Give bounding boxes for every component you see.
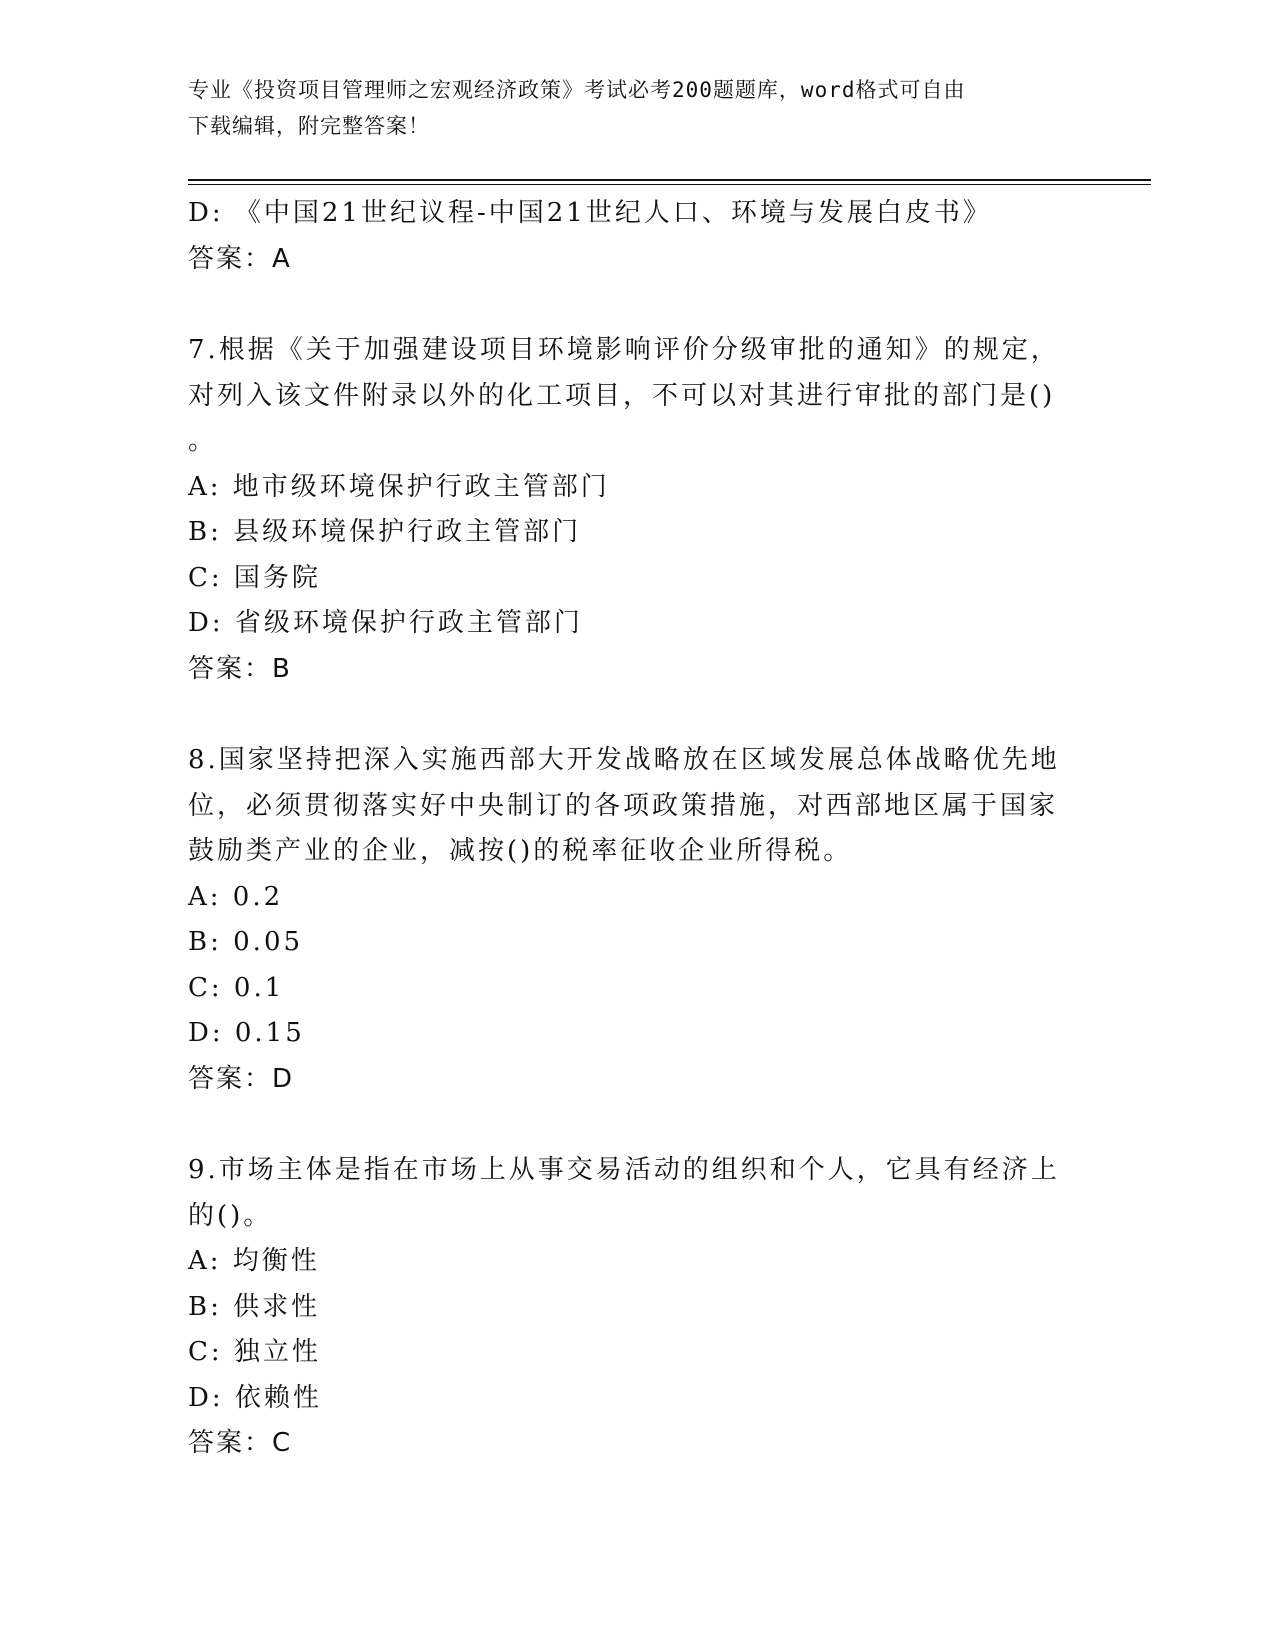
question-9-option-c: C: 独立性 [188, 1337, 321, 1367]
question-7-answer: 答案：B [188, 653, 292, 684]
question-7-stem-line-2: 对列入该文件附录以外的化工项目，不可以对其进行审批的部门是() [188, 380, 1056, 411]
question-9-stem-line-2: 的()。 [188, 1200, 273, 1231]
question-list [188, 191, 1068, 1467]
question-7-stem-line-1: 7.根据《关于加强建设项目环境影响评价分级审批的通知》的规定， [188, 335, 1060, 365]
question-6-answer: 答案：A [188, 243, 292, 274]
question-7-option-d: D: 省级环境保护行政主管部门 [188, 608, 583, 638]
question-6-fragment [188, 191, 1068, 282]
question-7-stem-line-3: 。 [188, 426, 218, 456]
question-7 [188, 328, 1068, 692]
question-9-option-a: A: 均衡性 [188, 1246, 320, 1276]
question-8-option-d: D: 0.15 [188, 1018, 305, 1048]
header-line-2: 下载编辑，附完整答案！ [188, 114, 430, 138]
question-8-option-c: C: 0.1 [188, 972, 285, 1003]
question-9-stem-line-1: 9.市场主体是指在市场上从事交易活动的组织和个人，它具有经济上 [188, 1155, 1060, 1185]
question-8-option-b: B: 0.05 [188, 927, 304, 957]
question-9-option-b: B: 供求性 [188, 1291, 321, 1322]
header-divider-thin [188, 184, 1151, 185]
spacer [188, 1102, 1068, 1148]
question-6-option-d: D: 《中国21世纪议程-中国21世纪人口、环境与发展白皮书》 [188, 198, 992, 228]
question-8-answer: 答案：D [188, 1063, 295, 1094]
question-7-option-b: B: 县级环境保护行政主管部门 [188, 517, 582, 547]
spacer [188, 692, 1068, 738]
question-7-option-a: A: 地市级环境保护行政主管部门 [188, 471, 610, 502]
spacer [188, 282, 1068, 328]
question-8-option-a: A: 0.2 [188, 881, 284, 912]
question-9 [188, 1148, 1068, 1467]
header-line-1: 专业《投资项目管理师之宏观经济政策》考试必考200题题库，word格式可自由 [188, 78, 966, 102]
question-8 [188, 738, 1068, 1102]
question-9-option-d: D: 依赖性 [188, 1382, 322, 1413]
header-divider-thick [188, 179, 1151, 181]
question-7-option-c: C: 国务院 [188, 562, 321, 593]
question-8-stem-line-1: 8.国家坚持把深入实施西部大开发战略放在区域发展总体战略优先地 [188, 745, 1060, 775]
question-8-stem-line-2: 位，必须贯彻落实好中央制订的各项政策措施，对西部地区属于国家 [188, 790, 1059, 821]
document-header [188, 72, 1068, 144]
question-8-stem-line-3: 鼓励类产业的企业，减按()的税率征收企业所得税。 [188, 836, 853, 866]
question-9-answer: 答案：C [188, 1428, 293, 1458]
